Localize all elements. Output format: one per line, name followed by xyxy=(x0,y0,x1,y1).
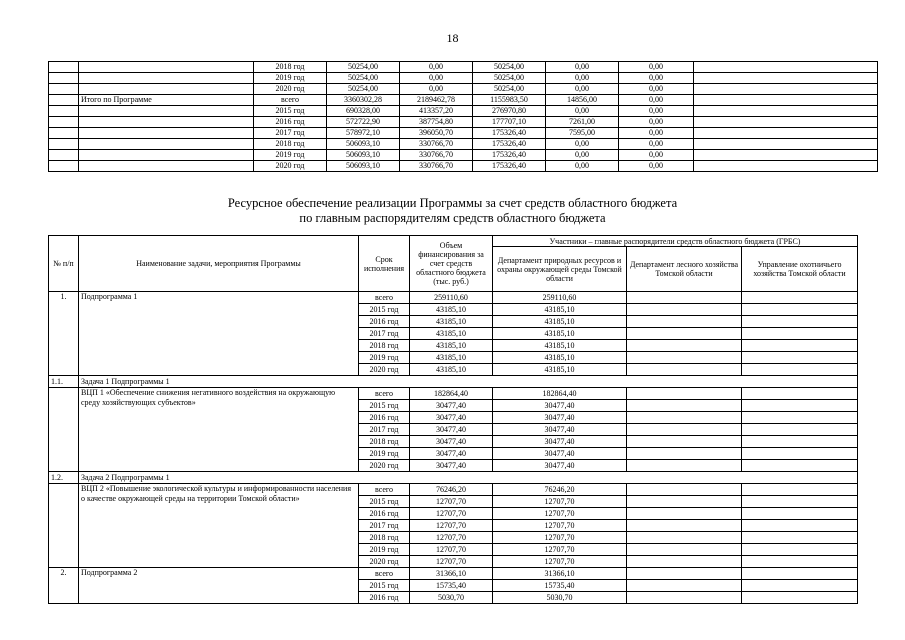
task-title: Задача 2 Подпрограммы 1 xyxy=(79,472,858,484)
table-row xyxy=(49,106,878,117)
table-row xyxy=(49,84,878,95)
table-row xyxy=(49,388,858,400)
period-cell: 2015 год xyxy=(359,304,410,316)
participant-1-cell: 30477,40 xyxy=(493,436,627,448)
row-label xyxy=(79,84,254,95)
value-cell: 0,00 xyxy=(546,62,619,73)
value-cell: 413357,20 xyxy=(400,106,473,117)
task-title-row xyxy=(49,376,858,388)
total-cell: 572722,90 xyxy=(327,117,400,128)
value-cell: 175326,40 xyxy=(473,150,546,161)
volume-cell: 43185,10 xyxy=(410,364,493,376)
volume-cell: 15735,40 xyxy=(410,580,493,592)
participant-2-cell xyxy=(627,424,742,436)
period-cell: 2018 год xyxy=(359,532,410,544)
row-label xyxy=(79,150,254,161)
participant-1-cell: 43185,10 xyxy=(493,328,627,340)
total-cell: 3360302,28 xyxy=(327,95,400,106)
participant-2-cell xyxy=(627,544,742,556)
item-num xyxy=(49,388,79,472)
participant-1-cell: 30477,40 xyxy=(493,424,627,436)
participant-1-cell: 43185,10 xyxy=(493,340,627,352)
participant-2-cell xyxy=(627,448,742,460)
value-cell: 0,00 xyxy=(619,139,694,150)
participant-3-cell xyxy=(742,592,858,604)
row-num-cell xyxy=(49,62,79,73)
participant-3-cell xyxy=(742,448,858,460)
participant-3-cell xyxy=(742,508,858,520)
volume-cell: 30477,40 xyxy=(410,448,493,460)
participant-3-cell xyxy=(742,556,858,568)
row-label: Итого по Программе xyxy=(79,95,254,106)
participant-2-cell xyxy=(627,532,742,544)
participant-3-cell xyxy=(742,424,858,436)
period-cell: 2019 год xyxy=(359,352,410,364)
period-cell: 2016 год xyxy=(359,412,410,424)
table-row xyxy=(49,292,858,304)
participant-2-cell xyxy=(627,304,742,316)
empty-cell xyxy=(694,95,878,106)
total-cell: 578972,10 xyxy=(327,128,400,139)
table-row xyxy=(49,568,858,580)
participant-1-cell: 182864,40 xyxy=(493,388,627,400)
row-num-cell xyxy=(49,117,79,128)
volume-cell: 43185,10 xyxy=(410,340,493,352)
period-cell: 2015 год xyxy=(359,400,410,412)
participant-1-cell: 12707,70 xyxy=(493,508,627,520)
participant-3-cell xyxy=(742,520,858,532)
volume-cell: 43185,10 xyxy=(410,316,493,328)
item-name: ВЦП 1 «Обеспечение снижения негативного воздействия на окружающую среду хозяйствующих субъектов» xyxy=(79,388,359,472)
participant-3-cell xyxy=(742,496,858,508)
empty-cell xyxy=(694,150,878,161)
row-num-cell xyxy=(49,84,79,95)
participant-3-cell xyxy=(742,364,858,376)
volume-cell: 12707,70 xyxy=(410,508,493,520)
participant-2-cell xyxy=(627,592,742,604)
value-cell: 387754,80 xyxy=(400,117,473,128)
participant-2-cell xyxy=(627,400,742,412)
participant-1-cell: 30477,40 xyxy=(493,400,627,412)
participant-2-cell xyxy=(627,568,742,580)
value-cell: 2189462,78 xyxy=(400,95,473,106)
table-row xyxy=(49,150,878,161)
page-number: 18 xyxy=(446,31,459,45)
volume-cell: 30477,40 xyxy=(410,400,493,412)
participant-2-cell xyxy=(627,556,742,568)
value-cell: 0,00 xyxy=(619,128,694,139)
table-row xyxy=(49,128,878,139)
table-row xyxy=(49,62,878,73)
header-name: Наименование задачи, мероприятия Программы xyxy=(79,236,359,292)
table-row xyxy=(49,484,858,496)
volume-cell: 12707,70 xyxy=(410,496,493,508)
participant-1-cell: 43185,10 xyxy=(493,304,627,316)
row-num-cell xyxy=(49,73,79,84)
total-cell: 50254,00 xyxy=(327,73,400,84)
value-cell: 175326,40 xyxy=(473,128,546,139)
row-label xyxy=(79,139,254,150)
period-cell: 2020 год xyxy=(359,364,410,376)
period-cell: 2015 год xyxy=(359,580,410,592)
participant-3-cell xyxy=(742,544,858,556)
period-cell: 2019 год xyxy=(359,544,410,556)
value-cell: 0,00 xyxy=(546,150,619,161)
item-name: Подпрограмма 2 xyxy=(79,568,359,604)
value-cell: 7261,00 xyxy=(546,117,619,128)
volume-cell: 30477,40 xyxy=(410,424,493,436)
participant-1-cell: 15735,40 xyxy=(493,580,627,592)
table-row xyxy=(49,139,878,150)
participant-2-cell xyxy=(627,316,742,328)
participant-1-cell: 43185,10 xyxy=(493,316,627,328)
participant-1-cell: 5030,70 xyxy=(493,592,627,604)
value-cell: 0,00 xyxy=(619,84,694,95)
empty-cell xyxy=(694,106,878,117)
value-cell: 50254,00 xyxy=(473,84,546,95)
participant-1-cell: 30477,40 xyxy=(493,412,627,424)
value-cell: 0,00 xyxy=(546,106,619,117)
value-cell: 0,00 xyxy=(546,161,619,172)
period-cell: 2020 год xyxy=(359,556,410,568)
participant-1-cell: 43185,10 xyxy=(493,352,627,364)
period-cell: всего xyxy=(359,292,410,304)
empty-cell xyxy=(694,73,878,84)
value-cell: 0,00 xyxy=(619,106,694,117)
participant-1-cell: 12707,70 xyxy=(493,544,627,556)
period-cell: 2016 год xyxy=(359,508,410,520)
participant-2-cell xyxy=(627,388,742,400)
participant-2-cell xyxy=(627,292,742,304)
participant-1-cell: 76246,20 xyxy=(493,484,627,496)
participant-2-cell xyxy=(627,436,742,448)
participant-2-cell xyxy=(627,340,742,352)
total-cell: 690328,00 xyxy=(327,106,400,117)
item-name: ВЦП 2 «Повышение экологической культуры и информированности населения о качестве окружающей среды на территории Томской области» xyxy=(79,484,359,568)
header-p2: Департамент лесного хозяйства Томской области xyxy=(627,247,742,292)
heading-line-1: Ресурсное обеспечение реализации Программы за счет средств областного бюджета xyxy=(227,196,678,210)
row-label xyxy=(79,73,254,84)
period-cell: всего xyxy=(254,95,327,106)
total-cell: 506093,10 xyxy=(327,161,400,172)
period-cell: 2016 год xyxy=(359,316,410,328)
value-cell: 177707,10 xyxy=(473,117,546,128)
empty-cell xyxy=(694,128,878,139)
total-cell: 50254,00 xyxy=(327,84,400,95)
row-label xyxy=(79,161,254,172)
value-cell: 0,00 xyxy=(400,73,473,84)
participant-2-cell xyxy=(627,520,742,532)
period-cell: всего xyxy=(359,388,410,400)
period-cell: 2015 год xyxy=(254,106,327,117)
row-num-cell xyxy=(49,106,79,117)
participant-3-cell xyxy=(742,580,858,592)
period-cell: 2018 год xyxy=(359,340,410,352)
participant-1-cell: 12707,70 xyxy=(493,496,627,508)
period-cell: 2020 год xyxy=(254,84,327,95)
volume-cell: 30477,40 xyxy=(410,436,493,448)
participant-1-cell: 31366,10 xyxy=(493,568,627,580)
period-cell: 2019 год xyxy=(359,448,410,460)
value-cell: 0,00 xyxy=(619,73,694,84)
period-cell: 2019 год xyxy=(254,150,327,161)
participant-2-cell xyxy=(627,352,742,364)
value-cell: 0,00 xyxy=(400,84,473,95)
period-cell: 2017 год xyxy=(359,520,410,532)
row-label xyxy=(79,128,254,139)
value-cell: 1155983,50 xyxy=(473,95,546,106)
task-title: Задача 1 Подпрограммы 1 xyxy=(79,376,858,388)
volume-cell: 43185,10 xyxy=(410,352,493,364)
table-row xyxy=(49,95,878,106)
volume-cell: 76246,20 xyxy=(410,484,493,496)
empty-cell xyxy=(694,139,878,150)
participant-2-cell xyxy=(627,508,742,520)
period-cell: 2017 год xyxy=(359,424,410,436)
participant-1-cell: 30477,40 xyxy=(493,448,627,460)
participant-3-cell xyxy=(742,304,858,316)
period-cell: 2017 год xyxy=(359,328,410,340)
participant-3-cell xyxy=(742,436,858,448)
row-num-cell xyxy=(49,128,79,139)
participant-3-cell xyxy=(742,340,858,352)
volume-cell: 12707,70 xyxy=(410,556,493,568)
value-cell: 50254,00 xyxy=(473,73,546,84)
empty-cell xyxy=(694,62,878,73)
row-label xyxy=(79,62,254,73)
section-heading xyxy=(0,196,905,226)
program-totals-table xyxy=(48,61,878,172)
participant-3-cell xyxy=(742,412,858,424)
resource-allocation-table xyxy=(48,235,858,604)
total-cell: 506093,10 xyxy=(327,139,400,150)
table-row xyxy=(49,117,878,128)
participant-3-cell xyxy=(742,460,858,472)
heading-line-2: по главным распорядителям средств областного бюджета xyxy=(299,211,606,225)
volume-cell: 43185,10 xyxy=(410,328,493,340)
participant-1-cell: 259110,60 xyxy=(493,292,627,304)
value-cell: 7595,00 xyxy=(546,128,619,139)
header-row xyxy=(49,236,858,247)
volume-cell: 259110,60 xyxy=(410,292,493,304)
task-num: 1.1. xyxy=(49,376,79,388)
header-p1: Департамент природных ресурсов и охраны окружающей среды Томской области xyxy=(493,247,627,292)
header-participants: Участники – главные распорядители средств областного бюджета (ГРБС) xyxy=(493,236,858,247)
header-volume: Объем финансирования за счет средств областного бюджета (тыс. руб.) xyxy=(410,236,493,292)
value-cell: 0,00 xyxy=(546,73,619,84)
period-cell: 2018 год xyxy=(254,62,327,73)
participant-3-cell xyxy=(742,484,858,496)
row-num-cell xyxy=(49,150,79,161)
volume-cell: 12707,70 xyxy=(410,532,493,544)
participant-1-cell: 12707,70 xyxy=(493,556,627,568)
volume-cell: 12707,70 xyxy=(410,544,493,556)
value-cell: 0,00 xyxy=(400,62,473,73)
item-num: 1. xyxy=(49,292,79,376)
volume-cell: 5030,70 xyxy=(410,592,493,604)
participant-2-cell xyxy=(627,460,742,472)
table-row xyxy=(49,73,878,84)
value-cell: 14856,00 xyxy=(546,95,619,106)
participant-3-cell xyxy=(742,328,858,340)
period-cell: 2018 год xyxy=(254,139,327,150)
row-label xyxy=(79,106,254,117)
period-cell: всего xyxy=(359,484,410,496)
item-name: Подпрограмма 1 xyxy=(79,292,359,376)
header-term: Срок исполнения xyxy=(359,236,410,292)
header-p3: Управление охотничьего хозяйства Томской области xyxy=(742,247,858,292)
participant-3-cell xyxy=(742,532,858,544)
volume-cell: 12707,70 xyxy=(410,520,493,532)
participant-2-cell xyxy=(627,364,742,376)
participant-3-cell xyxy=(742,316,858,328)
value-cell: 330766,70 xyxy=(400,150,473,161)
value-cell: 276970,80 xyxy=(473,106,546,117)
table-row xyxy=(49,161,878,172)
period-cell: 2019 год xyxy=(254,73,327,84)
item-num xyxy=(49,484,79,568)
empty-cell xyxy=(694,84,878,95)
period-cell: 2020 год xyxy=(359,460,410,472)
period-cell: 2018 год xyxy=(359,436,410,448)
empty-cell xyxy=(694,161,878,172)
participant-1-cell: 30477,40 xyxy=(493,460,627,472)
participant-3-cell xyxy=(742,400,858,412)
row-num-cell xyxy=(49,95,79,106)
value-cell: 0,00 xyxy=(546,84,619,95)
period-cell: всего xyxy=(359,568,410,580)
volume-cell: 30477,40 xyxy=(410,412,493,424)
participant-3-cell xyxy=(742,568,858,580)
period-cell: 2016 год xyxy=(359,592,410,604)
volume-cell: 43185,10 xyxy=(410,304,493,316)
participant-1-cell: 12707,70 xyxy=(493,520,627,532)
participant-2-cell xyxy=(627,484,742,496)
period-cell: 2015 год xyxy=(359,496,410,508)
row-num-cell xyxy=(49,161,79,172)
value-cell: 175326,40 xyxy=(473,161,546,172)
value-cell: 0,00 xyxy=(619,161,694,172)
participant-1-cell: 43185,10 xyxy=(493,364,627,376)
participant-3-cell xyxy=(742,292,858,304)
value-cell: 330766,70 xyxy=(400,139,473,150)
row-label xyxy=(79,117,254,128)
task-title-row xyxy=(49,472,858,484)
value-cell: 330766,70 xyxy=(400,161,473,172)
total-cell: 50254,00 xyxy=(327,62,400,73)
task-num: 1.2. xyxy=(49,472,79,484)
empty-cell xyxy=(694,117,878,128)
total-cell: 506093,10 xyxy=(327,150,400,161)
period-cell: 2017 год xyxy=(254,128,327,139)
participant-2-cell xyxy=(627,328,742,340)
row-num-cell xyxy=(49,139,79,150)
item-num: 2. xyxy=(49,568,79,604)
volume-cell: 182864,40 xyxy=(410,388,493,400)
participant-3-cell xyxy=(742,352,858,364)
value-cell: 0,00 xyxy=(619,62,694,73)
value-cell: 0,00 xyxy=(619,95,694,106)
participant-2-cell xyxy=(627,580,742,592)
period-cell: 2016 год xyxy=(254,117,327,128)
value-cell: 0,00 xyxy=(546,139,619,150)
value-cell: 0,00 xyxy=(619,150,694,161)
volume-cell: 30477,40 xyxy=(410,460,493,472)
value-cell: 175326,40 xyxy=(473,139,546,150)
value-cell: 396050,70 xyxy=(400,128,473,139)
value-cell: 50254,00 xyxy=(473,62,546,73)
period-cell: 2020 год xyxy=(254,161,327,172)
header-num: № п/п xyxy=(49,236,79,292)
participant-1-cell: 12707,70 xyxy=(493,532,627,544)
participant-2-cell xyxy=(627,412,742,424)
volume-cell: 31366,10 xyxy=(410,568,493,580)
participant-3-cell xyxy=(742,388,858,400)
participant-2-cell xyxy=(627,496,742,508)
value-cell: 0,00 xyxy=(619,117,694,128)
